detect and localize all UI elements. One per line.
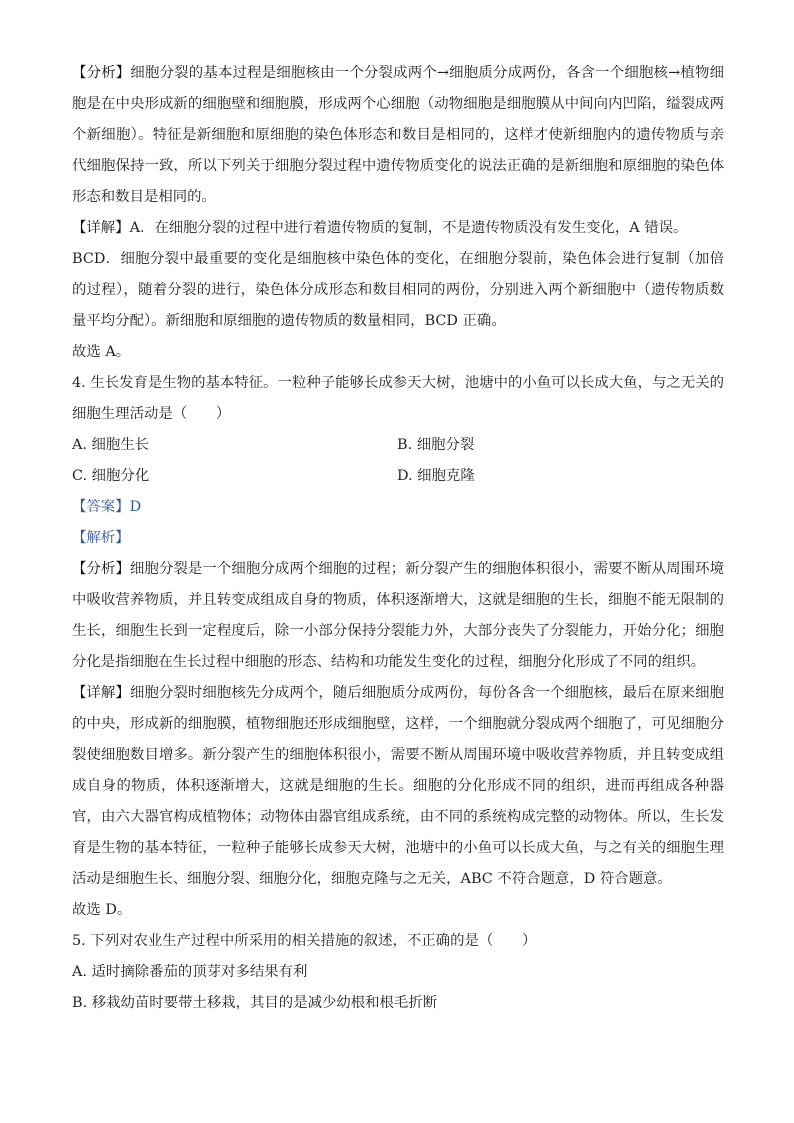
document-page (72, 58, 724, 1019)
q4-option-b: B. 细胞分裂 (397, 437, 475, 453)
q4-options (72, 430, 724, 492)
q4-detail-text: 细胞分裂时细胞核先分成两个，随后细胞质分成两份，每份各含一个细胞核，最后在原来细胞的中央，形成新的细胞膜，植物细胞还形成细胞壁，这样，一个细胞就分裂成两个细胞了，可见细胞分裂使细胞数目增多。新分裂产生的细胞体积很小，需要不断从周围环境中吸收营养物质，并且转变成组成自身的物质，体积逐渐增大，这就是细胞的生长。细胞的分化形成不同的组织，进而再组成各种器官，由六大器官构成植物体；动物体由器官组成系统，由不同的系统构成完整的动物体。所以，生长发育是生物的基本特征，一粒种子能够长成参天大树，池塘中的小鱼可以长成大鱼，与之有关的细胞生理活动是细胞生长、细胞分裂、细胞分化，细胞克隆与之无关，ABC 不符合题意，D 符合题意。 (72, 685, 724, 887)
q4-option-a: A. 细胞生长 (72, 437, 150, 453)
q5-option-a: A. 适时摘除番茄的顶芽对多结果有利 (72, 964, 308, 980)
q3-conclusion: 故选 A。 (72, 344, 131, 360)
q4-detail-tag: 【详解】 (72, 685, 130, 701)
q4-analysis-tag: 【分析】 (72, 561, 130, 577)
q4-option-c: C. 细胞分化 (72, 468, 150, 484)
q4-stem: 4. 生长发育是生物的基本特征。一粒种子能够长成参天大树，池塘中的小鱼可以长成大鱼，与之无关的细胞生理活动是（ ） (72, 375, 724, 422)
q3-detail-a-text: A．在细胞分裂的过程中进行着遗传物质的复制，不是遗传物质没有发生变化，A 错误。 (129, 220, 688, 236)
q4-jiexi-heading: 【解析】 (72, 530, 130, 546)
q3-detail-bcd: BCD．细胞分裂中最重要的变化是细胞核中染色体的变化，在细胞分裂前，染色体会进行复制（加倍的过程），随着分裂的进行，染色体分成形态和数目相同的两份，分别进入两个新细胞中（遗传物质数量平均分配）。新细胞和原细胞的遗传物质的数量相同，BCD 正确。 (72, 251, 724, 329)
detail-tag: 【详解】 (72, 220, 130, 236)
q4-option-d: D. 细胞克隆 (397, 468, 475, 484)
q3-analysis-text: 细胞分裂的基本过程是细胞核由一个分裂成两个→细胞质分成两份，各含一个细胞核→植物细胞是在中央形成新的细胞壁和细胞膜，形成两个心细胞（动物细胞是细胞膜从中间向内凹陷，缢裂成两个新细胞）。特征是新细胞和原细胞的染色体形态和数目是相同的，这样才使新细胞内的遗传物质与亲代细胞保持一致，所以下列关于细胞分裂过程中遗传物质变化的说法正确的是新细胞和原细胞的染色体形态和数目是相同的。 (72, 65, 724, 205)
q4-answer: 【答案】D (72, 499, 142, 515)
q4-analysis-text: 细胞分裂是一个细胞分成两个细胞的过程；新分裂产生的细胞体积很小，需要不断从周围环境中吸收营养物质，并且转变成组成自身的物质，体积逐渐增大，这就是细胞的生长，细胞不能无限制的生长，细胞生长到一定程度后，除一小部分保持分裂能力外，大部分丧失了分裂能力，开始分化；细胞分化是指细胞在生长过程中细胞的形态、结构和功能发生变化的过程，细胞分化形成了不同的组织。 (72, 561, 724, 670)
q4-analysis (72, 554, 724, 678)
q3-analysis (72, 58, 724, 213)
q3-detail-a (72, 213, 724, 244)
q4-detail (72, 678, 724, 895)
q5-stem: 5. 下列对农业生产过程中所采用的相关措施的叙述，不正确的是（ ） (72, 933, 537, 949)
analysis-tag: 【分析】 (72, 65, 131, 81)
q5-option-b: B. 移栽幼苗时要带土移栽，其目的是减少幼根和根毛折断 (72, 995, 438, 1011)
q4-conclusion: 故选 D。 (72, 902, 132, 918)
